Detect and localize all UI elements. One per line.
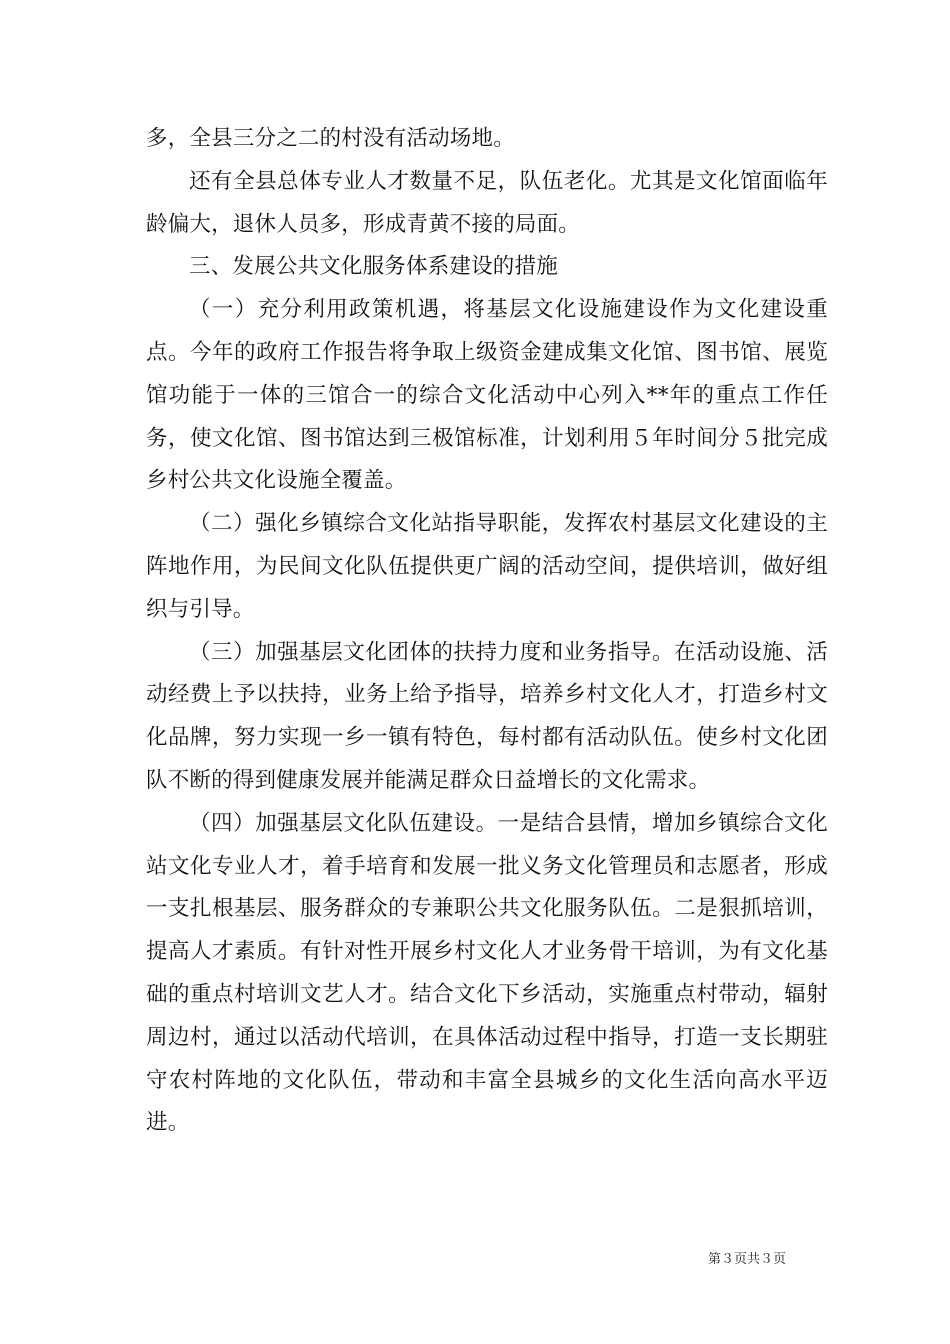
document-body (146, 118, 828, 1145)
paragraph-measure-4: （四）加强基层文化队伍建设。一是结合县情，增加乡镇综合文化站文化专业人才，着手培育和发展一批义务文化管理员和志愿者，形成一支扎根基层、服务群众的专兼职公共文化服务队伍。二是狠抓培训，提高人才素质。有针对性开展乡村文化人才业务骨干培训，为有文化基础的重点村培训文艺人才。结合文化下乡活动，实施重点村带动，辐射周边村，通过以活动代培训，在具体活动过程中指导，打造一支长期驻守农村阵地的文化队伍，带动和丰富全县城乡的文化生活向高水平迈进。 (146, 810, 828, 1136)
section-heading-measures: 三、发展公共文化服务体系建设的措施 (189, 254, 558, 280)
page-number-footer: 第３页共３页 (708, 1252, 787, 1267)
paragraph-measure-3: （三）加强基层文化团体的扶持力度和业务指导。在活动设施、活动经费上予以扶持，业务上给予指导，培养乡村文化人才，打造乡村文化品牌，努力实现一乡一镇有特色，每村都有活动队伍。使乡村文化团队不断的得到健康发展并能满足群众日益增长的文化需求。 (146, 639, 828, 793)
paragraph-measure-1: （一）充分利用政策机遇，将基层文化设施建设作为文化建设重点。今年的政府工作报告将争取上级资金建成集文化馆、图书馆、展览馆功能于一体的三馆合一的综合文化活动中心列入**年的重点工作任务，使文化馆、图书馆达到三极馆标准，计划利用５年时间分５批完成乡村公共文化设施全覆盖。 (146, 297, 828, 494)
paragraph-talent-shortage: 还有全县总体专业人才数量不足，队伍老化。尤其是文化馆面临年龄偏大，退休人员多，形成青黄不接的局面。 (146, 168, 828, 237)
paragraph-continuation: 多，全县三分之二的村没有活动场地。 (146, 126, 515, 151)
paragraph-measure-2: （二）强化乡镇综合文化站指导职能，发挥农村基层文化建设的主阵地作用，为民间文化队伍提供更广阔的活动空间，提供培训，做好组织与引导。 (146, 511, 828, 622)
